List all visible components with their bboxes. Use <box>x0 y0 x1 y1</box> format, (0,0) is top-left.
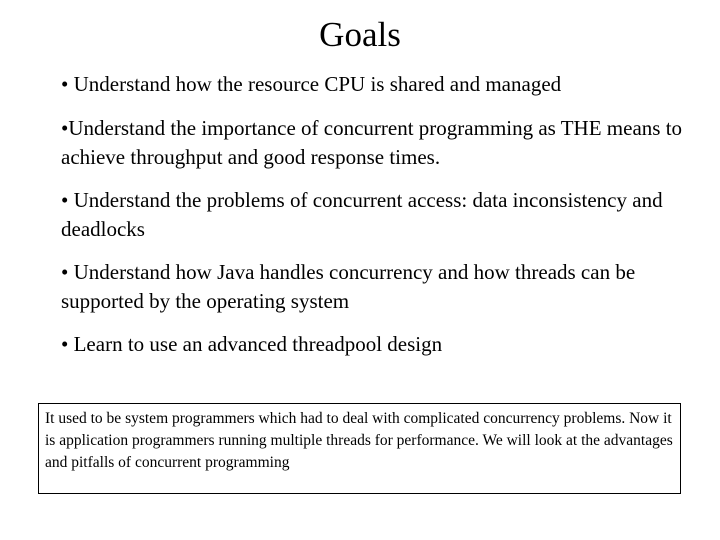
note-box: It used to be system programmers which had to deal with complicated concurrency problems. Now it is application programmers running multiple threads for performance. We will look at the advantages and pitfalls of concurrent programming <box>38 403 681 494</box>
goal-item-cpu: • Understand how the resource CPU is shared and managed <box>61 72 562 96</box>
goal-item-concurrent-access: • Understand the problems of concurrent access: data inconsistency and deadlocks <box>61 188 663 241</box>
goals-list <box>61 70 701 373</box>
goal-item-threadpool: • Learn to use an advanced threadpool design <box>61 332 443 356</box>
goal-item-java-threads: • Understand how Java handles concurrency and how threads can be supported by the operating system <box>61 260 636 313</box>
goal-item-concurrent-programming: •Understand the importance of concurrent programming as THE means to achieve throughput and good response times. <box>61 116 683 169</box>
slide-title: Goals <box>319 15 401 54</box>
